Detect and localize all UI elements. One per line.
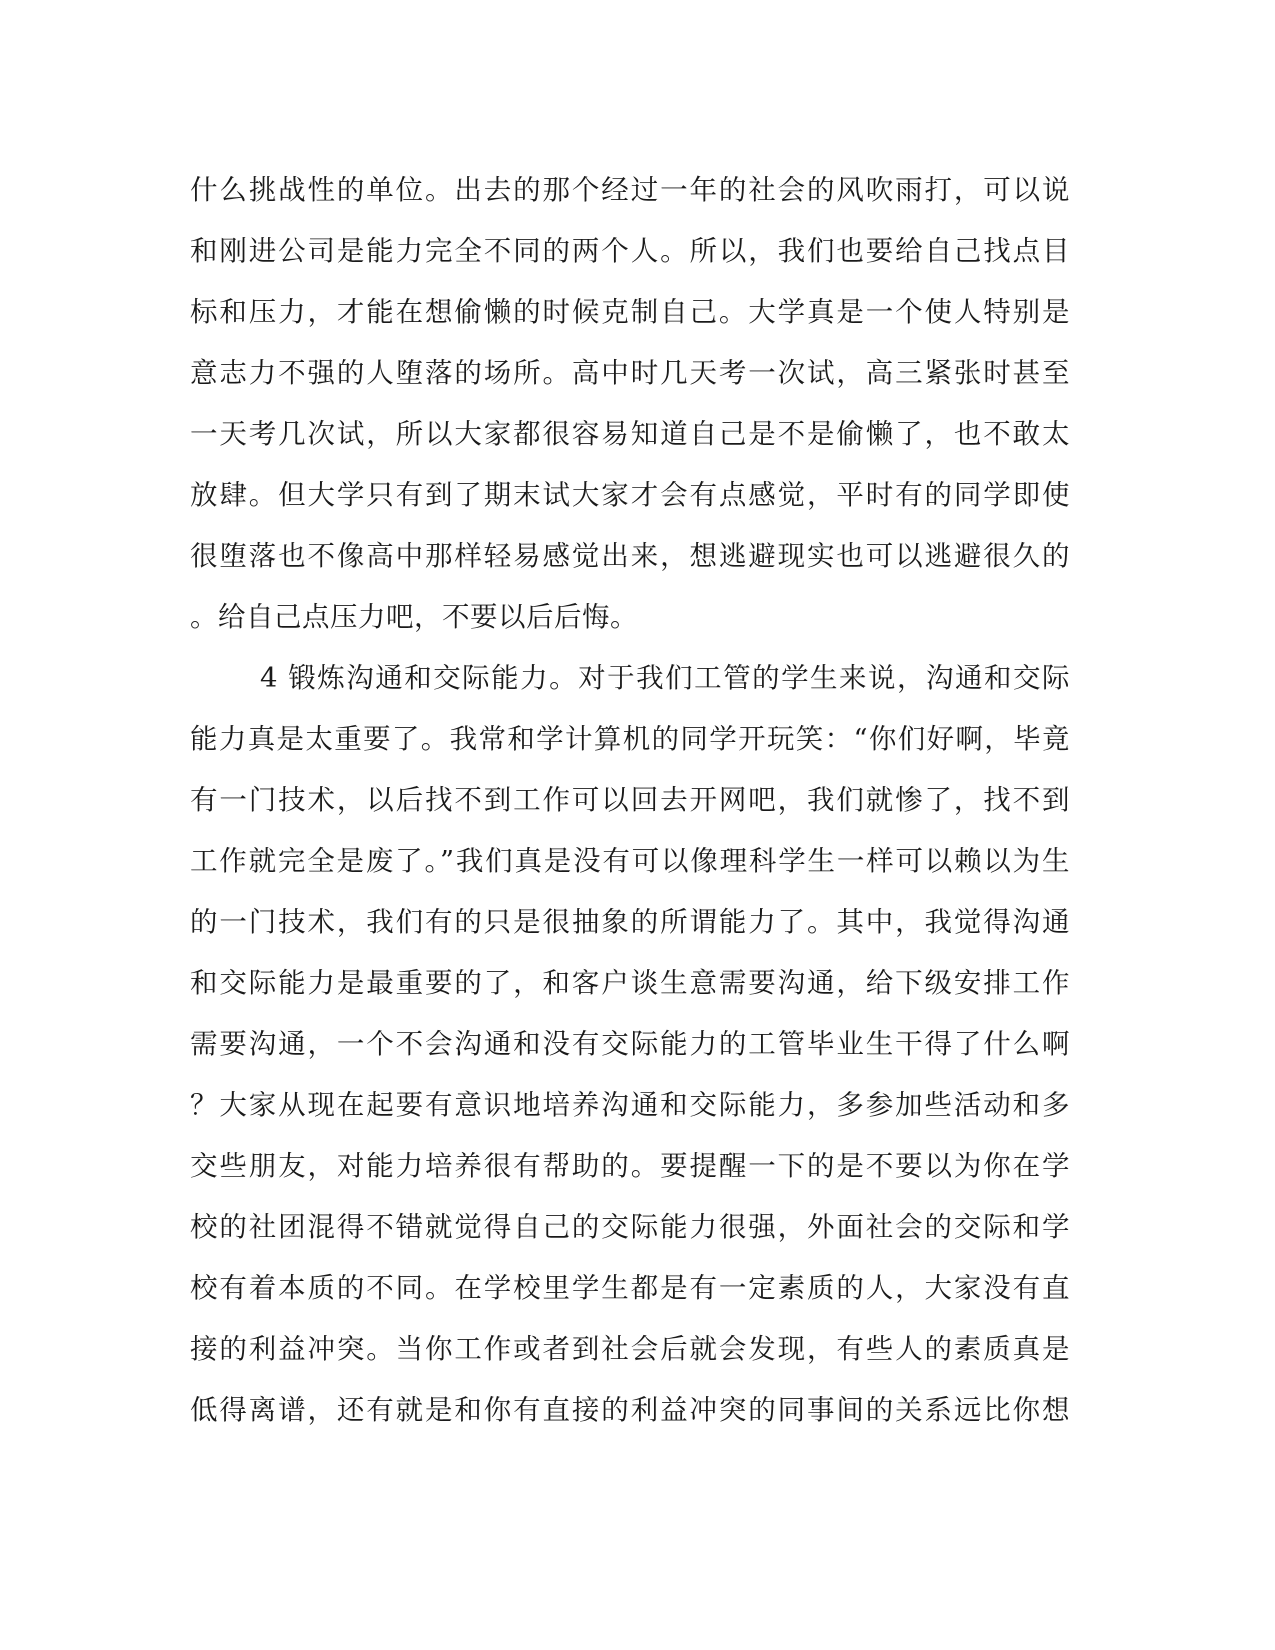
text-line: 一天考几次试，所以大家都很容易知道自己是不是偷懒了，也不敢太 <box>190 418 1070 450</box>
text-line: 校的社团混得不错就觉得自己的交际能力很强，外面社会的交际和学 <box>190 1211 1070 1243</box>
text-line: 标和压力，才能在想偷懒的时候克制自己。大学真是一个使人特别是 <box>190 296 1070 328</box>
text-line: 放肆。但大学只有到了期末试大家才会有点感觉，平时有的同学即使 <box>190 479 1070 511</box>
text-line: ？大家从现在起要有意识地培养沟通和交际能力，多参加些活动和多 <box>190 1089 1070 1121</box>
paragraph-2 <box>190 648 1070 1441</box>
text-line: 接的利益冲突。当你工作或者到社会后就会发现，有些人的素质真是 <box>190 1333 1070 1365</box>
text-line: 低得离谱，还有就是和你有直接的利益冲突的同事间的关系远比你想 <box>190 1394 1070 1426</box>
text-line: 有一门技术，以后找不到工作可以回去开网吧，我们就惨了，找不到 <box>190 784 1070 816</box>
text-line: 需要沟通，一个不会沟通和没有交际能力的工管毕业生干得了什么啊 <box>190 1028 1070 1060</box>
text-line: 和交际能力是最重要的了，和客户谈生意需要沟通，给下级安排工作 <box>190 967 1070 999</box>
text-line: 能力真是太重要了。我常和学计算机的同学开玩笑：“你们好啊，毕竟 <box>190 723 1070 755</box>
text-line: 什么挑战性的单位。出去的那个经过一年的社会的风吹雨打，可以说 <box>190 174 1070 206</box>
body-text <box>190 160 1070 1441</box>
text-line: 和刚进公司是能力完全不同的两个人。所以，我们也要给自己找点目 <box>190 235 1070 267</box>
text-line: 4 锻炼沟通和交际能力。对于我们工管的学生来说，沟通和交际 <box>260 662 1070 694</box>
text-line: 交些朋友，对能力培养很有帮助的。要提醒一下的是不要以为你在学 <box>190 1150 1070 1182</box>
text-line: 。给自己点压力吧，不要以后后悔。 <box>190 601 638 633</box>
paragraph-1 <box>190 160 1070 648</box>
text-line: 校有着本质的不同。在学校里学生都是有一定素质的人，大家没有直 <box>190 1272 1070 1304</box>
text-line: 工作就完全是废了。”我们真是没有可以像理科学生一样可以赖以为生 <box>190 845 1070 877</box>
text-line: 的一门技术，我们有的只是很抽象的所谓能力了。其中，我觉得沟通 <box>190 906 1070 938</box>
text-line: 意志力不强的人堕落的场所。高中时几天考一次试，高三紧张时甚至 <box>190 357 1070 389</box>
text-line: 很堕落也不像高中那样轻易感觉出来，想逃避现实也可以逃避很久的 <box>190 540 1070 572</box>
